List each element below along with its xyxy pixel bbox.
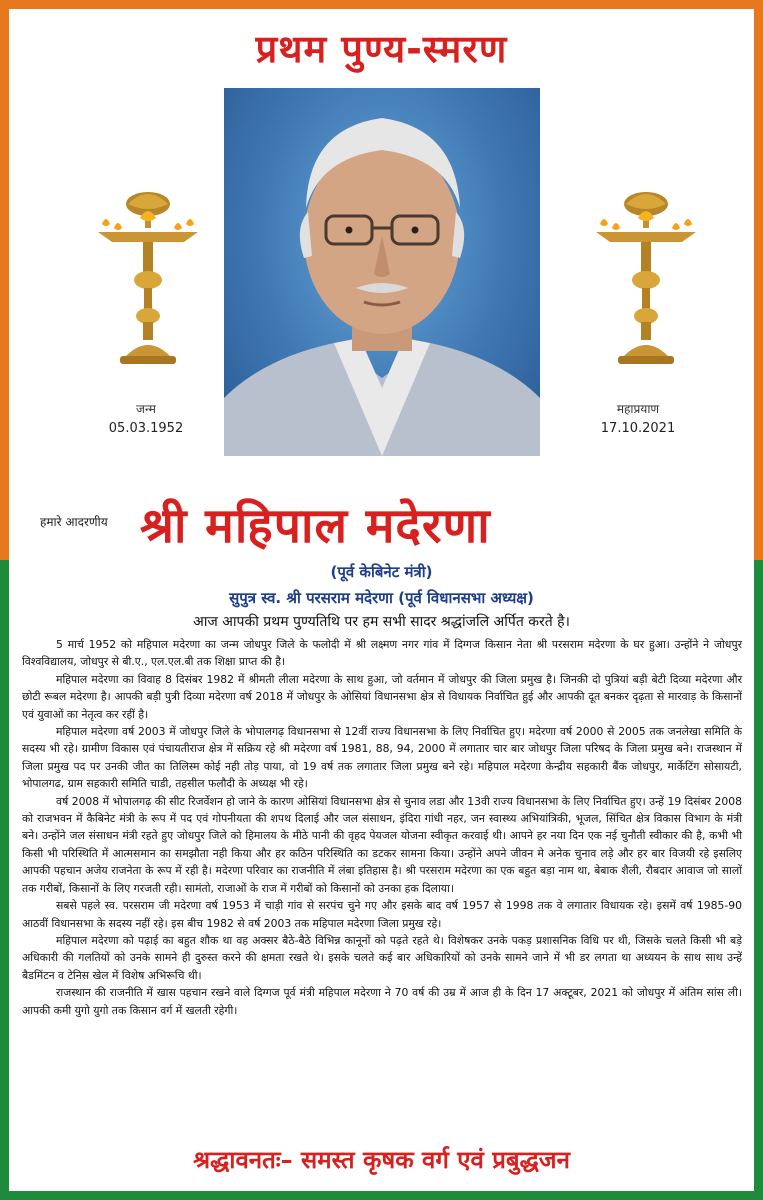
border-right-green (754, 560, 763, 1200)
paragraph: 5 मार्च 1952 को महिपाल मदेरणा का जन्म जोधपुर जिले के फलोदी में श्री लक्ष्मण नगर गांव में दिग्गज किसान नेता श्री परसराम मदेरणा के घर हुआ। उन्होंने ने जोधपुर विश्वविद्यालय, जोधपुर से बी.ए., एल.एल.बी तक शिक्षा प्राप्त की है। (22, 638, 742, 669)
paragraph: सबसे पहले स्व. परसराम जी मदेरणा वर्ष 1953 में चाड़ी गांव से सरपंच चुने गए और इसके बाद वर्ष 1957 से 1998 तक वे लगातार विधायक रहे। इसमें वर्ष 1985-90 आठवीं विधानसभा के सदस्य नहीं रहे। इस बीच 1982 से वर्ष 2003 तक महिपाल मदेरणा जिला प्रमुख रहे। (22, 899, 742, 930)
paragraph: वर्ष 2008 में भोपालगढ़ की सीट रिजर्वेशन हो जाने के कारण ओसियां विधानसभा क्षेत्र से चुनाव लडा और 13वी राज्य विधानसभा के लिए निर्वाचित हुए। उन्हें 19 दिसंबर 2008 को राजभवन में कैबिनेट मंत्री के रूप में पद एवं गोपनीयता की शपथ दिलाई और जल संसाधन, इंदिरा गांधी नहर, जन स्वास्थ्य अभियांत्रिकी, भूजल, सिंचित क्षेत्र विकास विभाग के मंत्री बने। उन्होंने जल संसाधन मंत्री रहते हुए जोधपुर जिले को हिमालय के मीठे पानी की वृहद पेयजल योजना स्वीकृत करवाई थी। आपने हर नया दिन एक नई चुनौती स्वीकार की है, कभी भी किसी भी परिस्थिति में आत्मसमान का समझौता नही किया और हर कठिन परिस्थिति का डटकर सामना किया। उन्होंने अपने जीवन मे अनेक चुनाव लड़े और हर बार विजयी रहे इसलिए आपकी पहचान अजेय राजनेता के रूप में रही है। मदेरणा परिवार का राजनीति में लंबा इतिहास है। श्री परसराम मदेरणा का एक बहुत बड़ा नाम था, बेबाक शैली, रौबदार आवाज जो सालों तक गरीबों, किसानों के लिए गरजती रही। सामंतो, राजाओं के राज में गरीबों को किसानों को उनका हक दिलाया। (22, 794, 742, 895)
border-left-orange (0, 0, 9, 560)
person-name: श्री महिपाल मदेरणा (140, 498, 491, 554)
border-left-green (0, 560, 9, 1200)
birth-date: 05.03.1952 (108, 421, 184, 436)
tribute-line: आज आपकी प्रथम पुण्यतिथि पर हम सभी सादर श्रद्धांजलि अर्पित करते है। (193, 614, 570, 630)
footer-signature: श्रद्धावनतः– समस्त कृषक वर्ग एवं प्रबुद्धजन (193, 1146, 570, 1174)
border-bottom (0, 1191, 763, 1200)
death-date: 17.10.2021 (600, 421, 676, 436)
border-right-orange (754, 0, 763, 560)
paragraph: महिपाल मदेरणा को पढ़ाई का बहुत शौक था वह अक्सर बैठे-बैठे विभिन्न कानूनों को पढ़ते रहते थे। विशेषकर उनके पकड़ प्रशासनिक विधि पर थी, जिसके चलते किसी भी बड़े अधिकारी की गलतियों को उनके सामने ही दुरुस्त करने की क्षमता रखते थे। इसके चलते कई बार अधिकारियों को उनके सामने जाने में भी डर लगता था अध्ययन के साथ साथ उन्हें बैडमिंटन व टेनिस खेल में विशेष अभिरूचि थी। (22, 933, 742, 982)
oil-lamp-icon (586, 188, 706, 388)
oil-lamp-icon (88, 188, 208, 388)
death-date-block (568, 400, 708, 436)
paragraph: महिपाल मदेरणा का विवाह 8 दिसंबर 1982 में श्रीमती लीला मदेरणा के साथ हुआ, जो वर्तमान में जोधपुर की जिला प्रमुख है। जिनकी दो पुत्रियां बड़ी बेटी दिव्या मदेरणा और छोटी रूबल मदेरणा है। आपकी बड़ी पुत्री दिव्या मदेरणा वर्ष 2018 में जोधपुर के ओसियां विधानसभा क्षेत्र से विधायक निर्वाचित हुई और आपकी दूत बनकर दृढ़ता से मारवाड़ के किसानों एवं युवाओं का नेतृत्व कर रहीं है। (22, 672, 742, 721)
parentage: सुपुत्र स्व. श्री परसराम मदेरणा (पूर्व विधानसभा अध्यक्ष) (229, 589, 534, 607)
biography (22, 636, 742, 1136)
birth-label: जन्म (136, 402, 156, 416)
portrait-photo (224, 88, 540, 456)
designation: (पूर्व केबिनेट मंत्री) (330, 563, 433, 581)
paragraph: राजस्थान की राजनीति में खास पहचान रखने वाले दिग्गज पूर्व मंत्री महिपाल मदेरणा ने 70 वर्ष की उम्र में आज ही के दिन 17 अक्टूबर, 2021 को जोधपुर में अंतिम सांस ली। आपकी कमी युगो युगो तक किसान वर्ग में खलती रहेगी। (22, 986, 742, 1017)
death-label: महाप्रयाण (616, 402, 660, 416)
birth-date-block (76, 400, 216, 436)
border-top (0, 0, 763, 9)
honorific-text: हमारे आदरणीय (40, 515, 108, 529)
paragraph: महिपाल मदेरणा वर्ष 2003 में जोधपुर जिले के भोपालगढ़ विधानसभा से 12वीं राज्य विधानसभा के लिए निर्वाचित हुए। मदेरणा वर्ष 2000 से 2005 तक जनलेखा समिति के सदस्य भी रहे। ग्रामीण विकास एवं पंचायतीराज क्षेत्र में सक्रिय रहे श्री मदेरणा वर्ष 1981, 88, 94, 2000 में लगातार चार बार जोधपुर जिला परिषद के जिला प्रमुख बने। राजस्थान में जिला प्रमुख पद पर उनकी जीत का तिलिस्म कोई नही तोड़ पाया, वो 19 वर्ष तक लगातार जिला प्रमुख बने रहे। महिपाल मदेरणा केन्द्रीय सहकारी बैंक जोधपुर, मार्केटिंग सोसायटी, भोपालगढ, ग्राम सहकारी समिति चाडी, तहसील फलौदी के अध्यक्ष भी रहे। (22, 725, 742, 791)
page-title: प्रथम पुण्य-स्मरण (255, 27, 508, 71)
